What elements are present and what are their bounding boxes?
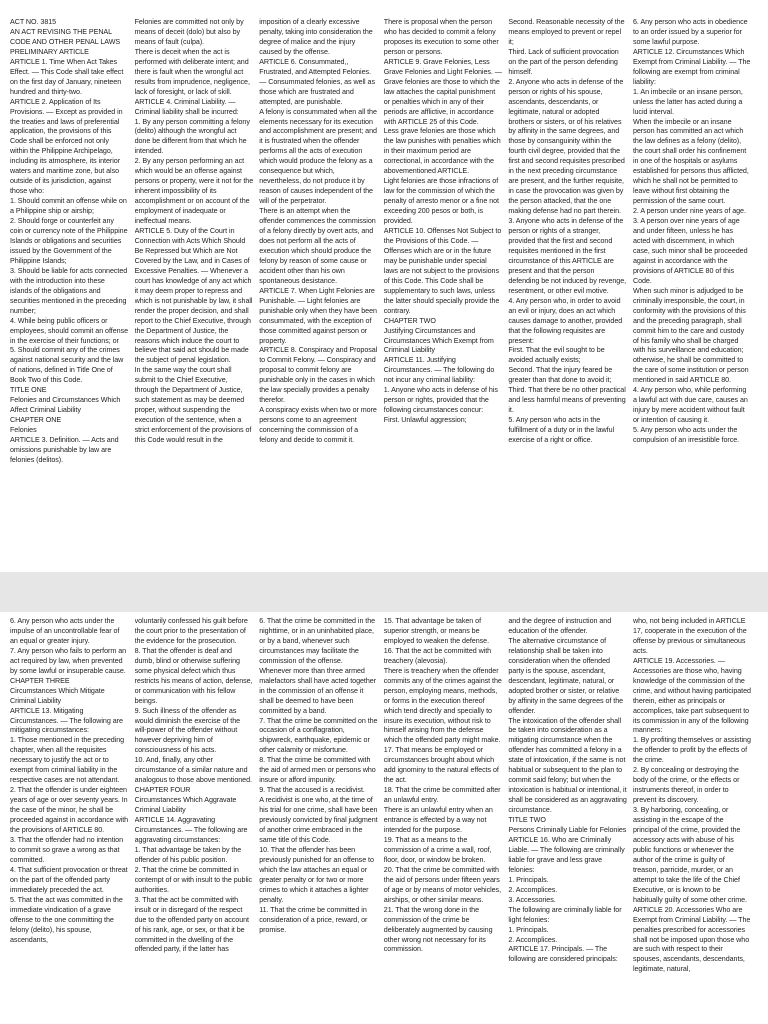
document-page-bottom (0, 612, 768, 1024)
column-row-bottom (0, 612, 768, 1024)
text-column (135, 18, 260, 572)
page-separator (0, 572, 768, 612)
column-text: 15. That advantage be taken of superior strength, or means be employed to weaken the defense. 16. That the act be committed with treachery (alevosia). There is treachery when the offender commits any of the crimes against the person, employing means, methods, or forms in the execution thereof which tend directly and specially to insure its execution, without risk to himself arising from the defense which the offended party might make. 17. That means be employed or circumstances brought about which add ignominy to the natural effects of the act. 18. That the crime be committed after an unlawful entry. There is an unlawful entry when an entrance is effected by a way not intended for the purpose. 19. That as a means to the commission of a crime a wall, roof, floor, door, or window be broken. 20. That the crime be committed with the aid of persons under fifteen years of age or by means of motor vehicles, airships, or other similar means. 21. That the wrong done in the commission of the crime be deliberately augmented by causing other wrong not necessary for its commission. (383, 617, 502, 954)
text-column (259, 18, 384, 572)
text-column (384, 617, 509, 1024)
column-text: 6. Any person who acts in obedience to an order issued by a superior for some lawful purpose. ARTICLE 12. Circumstances Which Exempt from Criminal Liability. — The following are exempt from criminal liability: 1. An imbecile or an insane person, unless the latter has acted during a lucid interval. When the imbecile or an insane person has committed an act which the law defines as a felony (delito), the court shall order his confinement in one of the hospitals or asylums established for persons thus afflicted, which he shall not be permitted to leave without first obtaining the permission of the same court. 2. A person under nine years of age. 3. A person over nine years of age and under fifteen, unless he has acted with discernment, in which case, such minor shall be proceeded against in accordance with the provisions of ARTICLE 80 of this Code. When such minor is adjudged to be criminally irresponsible, the court, in conformity with the provisions of this and the preceding paragraph, shall commit him to the care and custody of his family who shall be charged with his surveillance and education; otherwise, he shall be committed to the care of some institution or person mentioned in said ARTICLE 80. 4. Any person who, while performing a lawful act with due care, causes an injury by mere accident without fault or intention of causing it. 5. Any person who acts under the compulsion of an irresistible force. (632, 18, 751, 445)
text-column (259, 617, 384, 1024)
text-column (508, 617, 633, 1024)
text-column (384, 18, 509, 572)
column-text: and the degree of instruction and education of the offender. The alternative circumstance of relationship shall be taken into consideration when the offended party is the spouse, ascendant, descendant, legitimate, natural, or adopted brother or sister, or relative by affinity in the same degrees of the offender. The intoxication of the offender shall be taken into consideration as a mitigating circumstance when the offender has committed a felony in a state of intoxication, if the same is not habitual or subsequent to the plan to commit said felony; but when the intoxication is habitual or intentional, it shall be considered as an aggravating circumstance. TITLE TWO Persons Criminally Liable for Felonies ARTICLE 16. Who are Criminally Liable. — The following are criminally liable for grave and less grave felonies: 1. Principals. 2. Accomplices. 3. Accessories. The following are criminally liable for light felonies: 1. Principals. 2. Accomplices. ARTICLE 17. Principals. — The following are considered principals: (508, 617, 627, 964)
text-column (633, 18, 758, 572)
column-text: who, not being included in ARTICLE 17, cooperate in the execution of the offense by previous or simultaneous acts. ARTICLE 19. Accessories. — Accessories are those who, having knowledge of the commission of the crime, and without having participated therein, either as principals or accomplices, take part subsequent to its commission in any of the following manners: 1. By profiting themselves or assisting the offender to profit by the effects of the crime. 2. By concealing or destroying the body of the crime, or the effects or instruments thereof, in order to prevent its discovery. 3. By harboring, concealing, or assisting in the escape of the principal of the crime, provided the accessory acts with abuse of his public functions or whenever the author of the crime is guilty of treason, parricide, murder, or an attempt to take the life of the Chief Executive, or is known to be habitually guilty of some other crime. ARTICLE 20. Accessories Who are Exempt from Criminal Liability. — The penalties prescribed for accessories shall not be imposed upon those who are such with respect to their spouses, ascendants, descendants, legitimate, natural, (632, 617, 751, 974)
text-column (135, 617, 260, 1024)
column-text: 6. Any person who acts under the impulse of an uncontrollable fear of an equal or greater injury. 7. Any person who fails to perform an act required by law, when prevented by some lawful or insuperable cause. CHAPTER THREE Circumstances Which Mitigate Criminal Liability ARTICLE 13. Mitigating Circumstances. — The following are mitigating circumstances: 1. Those mentioned in the preceding chapter, when all the requisites necessary to justify the act or to exempt from criminal liability in the respective cases are not attendant. 2. That the offender is under eighteen years of age or over seventy years. In the case of the minor, he shall be proceeded against in accordance with the provisions of ARTICLE 80. 3. That the offender had no intention to commit so grave a wrong as that committed. 4. That sufficient provocation or threat on the part of the offended party immediately preceded the act. 5. That the act was committed in the immediate vindication of a grave offense to the one committing the felony (delito), his spouse, ascendants, (10, 617, 129, 944)
column-text: voluntarily confessed his guilt before the court prior to the presentation of the evidence for the prosecution. 8. That the offender is deaf and dumb, blind or otherwise suffering some physical defect which thus restricts his means of action, defense, or communication with his fellow beings. 9. Such illness of the offender as would diminish the exercise of the will-power of the offender without however depriving him of consciousness of his acts. 10. And, finally, any other circumstance of a similar nature and analogous to those above mentioned. CHAPTER FOUR Circumstances Which Aggravate Criminal Liability ARTICLE 14. Aggravating Circumstances. — The following are aggravating circumstances: 1. That advantage be taken by the offender of his public position. 2. That the crime be committed in contempt of or with insult to the public authorities. 3. That the act be committed with insult or in disregard of the respect due to the offended party on account of his rank, age, or sex, or that it be committed in the dwelling of the offended party, if the latter has (134, 617, 253, 954)
text-column (10, 617, 135, 1024)
column-text: imposition of a clearly excessive penalty, taking into consideration the degree of malice and the injury caused by the offense. ARTICLE 6. Consummated,, Frustrated, and Attempted Felonies. — Consummated felonies, as well as those which are frustrated and attempted, are punishable. A felony is consummated when all the elements necessary for its execution and accomplishment are present; and it is frustrated when the offender performs all the acts of execution which would produce the felony as a consequence but which, nevertheless, do not produce it by reason of causes independent of the will of the perpetrator. There is an attempt when the offender commences the commission of a felony directly by overt acts, and does not perform all the acts of execution which should produce the felony by reason of some cause or accident other than his own spontaneous desistance. ARTICLE 7. When Light Felonies are Punishable. — Light felonies are punishable only when they have been consummated, with the exception of those committed against person or property. ARTICLE 8. Conspiracy and Proposal to Commit Felony. — Conspiracy and proposal to commit felony are punishable only in the cases in which the law specially provides a penalty therefor. A conspiracy exists when two or more persons come to an agreement concerning the commission of a felony and decide to commit it. (259, 18, 378, 445)
column-text: Second. Reasonable necessity of the means employed to prevent or repel it; Third. Lack of sufficient provocation on the part of the person defending himself. 2. Anyone who acts in defense of the person or rights of his spouse, ascendants, descendants, or legitimate, natural or adopted brothers or sisters, or of his relatives by affinity in the same degrees, and those by consanguinity within the fourth civil degree, provided that the first and second requisites prescribed in the next preceding circumstance are present, and the further requisite, in case the provocation was given by the person attacked, that the one making defense had no part therein. 3. Anyone who acts in defense of the person or rights of a stranger, provided that the first and second requisites mentioned in the first circumstance of this ARTICLE are present and that the person defending be not induced by revenge, resentment, or other evil motive. 4. Any person who, in order to avoid an evil or injury, does an act which causes damage to another, provided that the following requisites are present: First. That the evil sought to be avoided actually exists; Second. That the injury feared be greater than that done to avoid it; Third. That there be no other practical and less harmful means of preventing it. 5. Any person who acts in the fulfillment of a duty or in the lawful exercise of a right or office. (508, 18, 627, 445)
column-text: ACT NO. 3815 AN ACT REVISING THE PENAL CODE AND OTHER PENAL LAWS PRELIMINARY ARTICLE ARTICLE 1. Time When Act Takes Effect. — This Code shall take effect on the first day of January, nineteen hundred and thirty-two. ARTICLE 2. Application of Its Provisions. — Except as provided in the treaties and laws of preferential application, the provisions of this Code shall be enforced not only within the Philippine Archipelago, including its atmosphere, its interior waters and maritime zone, but also outside of its jurisdiction, against those who: 1. Should commit an offense while on a Philippine ship or airship; 2. Should forge or counterfeit any coin or currency note of the Philippine Islands or obligations and securities issued by the Government of the Philippine Islands; 3. Should be liable for acts connected with the introduction into these islands of the obligations and securities mentioned in the preceding number; 4. While being public officers or employees, should commit an offense in the exercise of their functions; or 5. Should commit any of the crimes against national security and the law of nations, defined in Title One of Book Two of this Code. TITLE ONE Felonies and Circumstances Which Affect Criminal Liability CHAPTER ONE Felonies ARTICLE 3. Definition. — Acts and omissions punishable by law are felonies (delitos). (10, 18, 128, 464)
text-column (633, 617, 758, 1024)
text-column (10, 18, 135, 572)
column-text: 6. That the crime be committed in the nighttime, or in an uninhabited place, or by a band, whenever such circumstances may facilitate the commission of the offense. Whenever more than three armed malefactors shall have acted together in the commission of an offense it shall be deemed to have been committed by a band. 7. That the crime be committed on the occasion of a conflagration, shipwreck, earthquake, epidemic or other calamity or misfortune. 8. That the crime be committed with the aid of armed men or persons who insure or afford impunity. 9. That the accused is a recidivist. A recidivist is one who, at the time of his trial for one crime, shall have been previously convicted by final judgment of another crime embraced in the same title of this Code. 10. That the offender has been previously punished for an offense to which the law attaches an equal or greater penalty or for two or more crimes to which it attaches a lighter penalty. 11. That the crime be committed in consideration of a price, reward, or promise. (259, 617, 378, 934)
column-text: Felonies are committed not only by means of deceit (dolo) but also by means of fault (culpa). There is deceit when the act is performed with deliberate intent; and there is fault when the wrongful act results from imprudence, negligence, lack of foresight, or lack of skill. ARTICLE 4. Criminal Liability. — Criminal liability shall be incurred: 1. By any person committing a felony (delito) although the wrongful act done be different from that which he intended. 2. By any person performing an act which would be an offense against persons or property, were it not for the inherent impossibility of its accomplishment or on account of the employment of inadequate or ineffectual means. ARTICLE 5. Duty of the Court in Connection with Acts Which Should Be Repressed but Which are Not Covered by the Law, and in Cases of Excessive Penalties. — Whenever a court has knowledge of any act which it may deem proper to repress and which is not punishable by law, it shall render the proper decision, and shall report to the Chief Executive, through the Department of Justice, the reasons which induce the court to believe that said act should be made the subject of penal legislation. In the same way the court shall submit to the Chief Executive, through the Department of Justice, such statement as may be deemed proper, without suspending the execution of the sentence, when a strict enforcement of the provisions of this Code would result in the (134, 18, 254, 445)
text-column (508, 18, 633, 572)
column-text: There is proposal when the person who has decided to commit a felony proposes its execution to some other person or persons. ARTICLE 9. Grave Felonies, Less Grave Felonies and Light Felonies. — Grave felonies are those to which the law attaches the capital punishment or penalties which in any of their periods are afflictive, in accordance with ARTICLE 25 of this Code. Less grave felonies are those which the law punishes with penalties which in their maximum period are correctional, in accordance with the abovementioned ARTICLE. Light felonies are those infractions of law for the commission of which the penalty of arresto menor or a fine not exceeding 200 pesos or both, is provided. ARTICLE 10. Offenses Not Subject to the Provisions of this Code. — Offenses which are or in the future may be punishable under special laws are not subject to the provisions of this Code. This Code shall be supplementary to such laws, unless the latter should specially provide the contrary. CHAPTER TWO Justifying Circumstances and Circumstances Which Exempt from Criminal Liability ARTICLE 11. Justifying Circumstances. — The following do not incur any criminal liability: 1. Anyone who acts in defense of his person or rights, provided that the following circumstances concur: First. Unlawful aggression; (383, 18, 502, 425)
